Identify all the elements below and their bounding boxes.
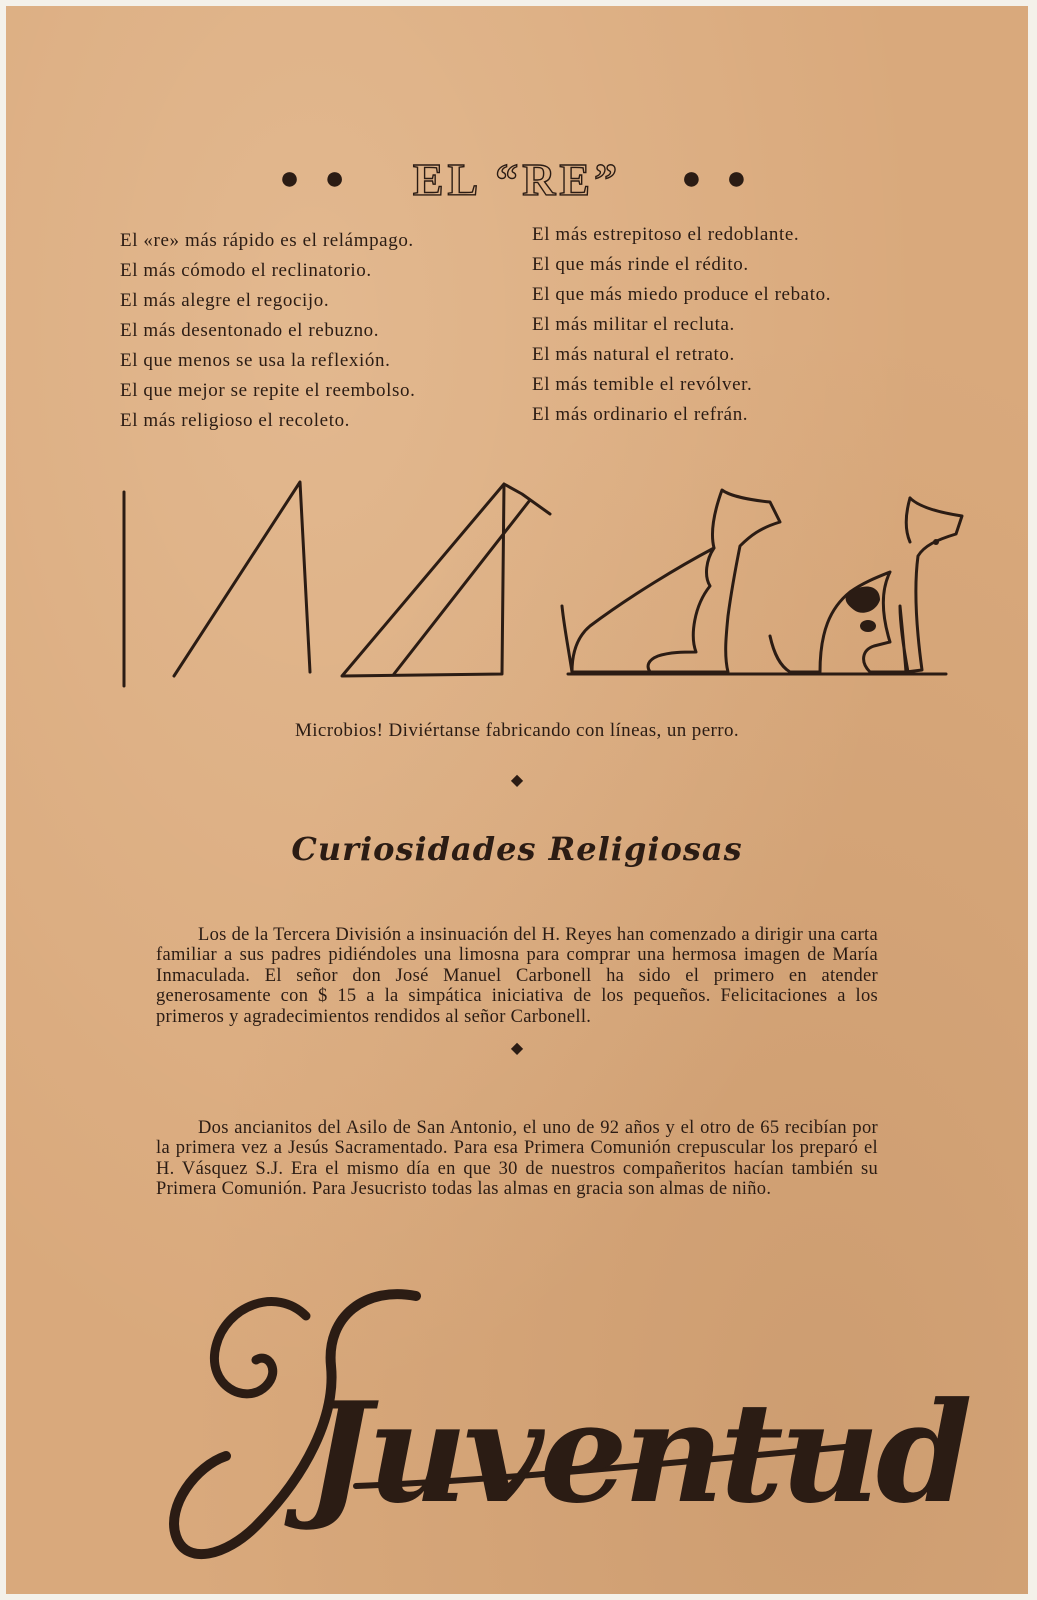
section-heading: Curiosidades Religiosas [291,830,743,868]
re-list-left [120,226,415,436]
title-dots-right: ● ● [681,160,755,197]
re-list-item: El más militar el recluta. [532,314,735,335]
re-list-item: El «re» más rápido es el relámpago. [120,230,414,251]
re-list-item: El más cómodo el reclinatorio. [120,260,372,281]
re-list-item: El más ordinario el refrán. [532,404,749,425]
title-dots-left: ● ● [279,160,353,197]
re-list-item: El más desentonado el rebuzno. [120,320,380,341]
juventud-logo [156,1276,969,1586]
paragraph-first-communion: Dos ancianitos del Asilo de San Antonio, el uno de 92 años y el otro de 65 recibían por la primera vez a Jesús Sacramentado. Para esa Primera Comunión crepuscular los preparó el H. Vásquez S.J. Era el mismo día en que 30 de nuestros compañeritos hacían también su Primera Comunión. Para Jesucristo todas las almas en gracia son almas de niño. [156,1117,878,1199]
re-list-right [532,220,831,430]
dog-spot-2 [860,620,876,632]
re-list-item: El más temible el revólver. [532,374,753,395]
separator-diamond: ◆ [510,1040,524,1057]
page-title: EL “RE” [412,153,622,205]
dog-spot-3 [933,539,939,545]
paragraph-donation: Los de la Tercera División a insinuación del H. Reyes han comenzado a dirigir una carta familiar a sus padres pidiéndoles una limosna para comprar una hermosa imagen de María Inmaculada. El señor don José Manuel Carbonell ha sido el primero en atender generosamente con $ 15 a la simpática iniciativa de los pequeños. Felicitaciones a los primeros y agradecimientos rendidos al señor Carbonell. [156,924,878,1027]
logo-text: Juventud [306,1371,969,1534]
re-list-item: El más estrepitoso el redoblante. [532,224,800,245]
drawing-step-2-angle [174,482,310,676]
re-list-item: El más natural el retrato. [532,344,735,365]
dog-ear [906,498,910,542]
drawing-caption: Microbios! Diviértanse fabricando con líneas, un perro. [294,720,740,741]
re-list-item: El que más rinde el rédito. [532,254,749,275]
re-list-item: El que más miedo produce el rebato. [532,284,832,305]
drawing-step-4-dog-outline [648,490,780,672]
title-row [6,154,1028,204]
drawing-step-5-dog-spotted [770,498,962,672]
dog-drawing-sequence [110,476,970,696]
re-list-item: El más religioso el recoleto. [120,410,351,431]
separator-diamond: ◆ [510,772,524,789]
re-list-item: El que menos se usa la reflexión. [120,350,391,371]
magazine-page [6,6,1028,1594]
drawing-step-3-triangle [342,484,550,676]
re-list-item: El que mejor se repite el reembolso. [120,380,416,401]
re-list-item: El más alegre el regocijo. [120,290,330,311]
